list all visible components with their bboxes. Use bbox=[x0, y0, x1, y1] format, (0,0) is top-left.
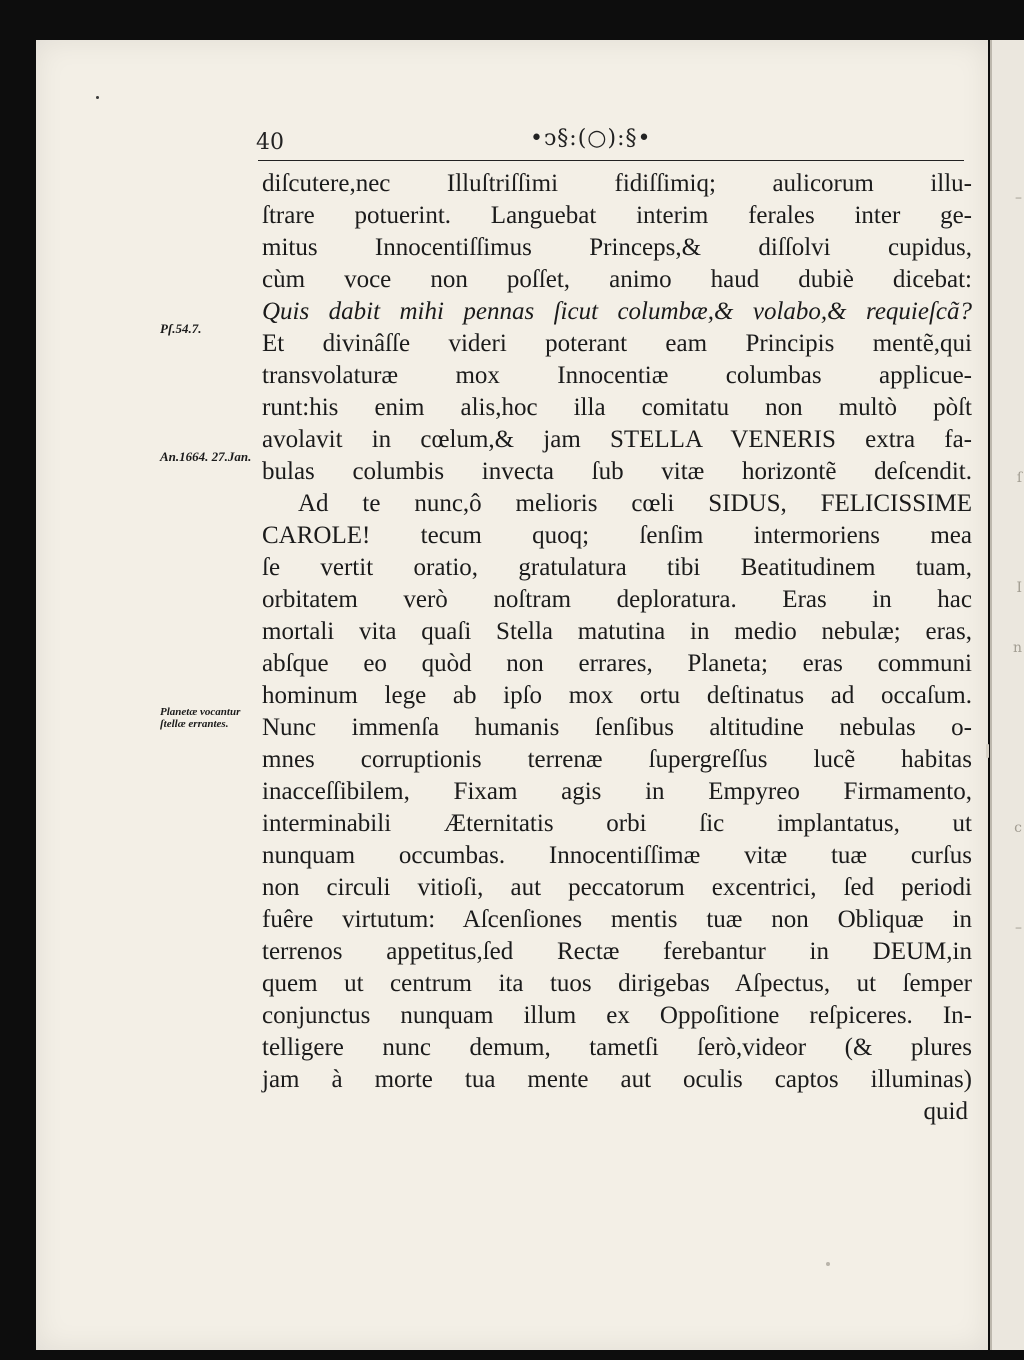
text-line: fuêre virtutum: Aſcenſiones mentis tuæ non Obliquæ in bbox=[262, 906, 972, 933]
text-line-paragraph-start: Ad te nunc,ô melioris cœli SIDUS, FELICISSIME bbox=[298, 490, 972, 517]
page-fold-mark bbox=[986, 744, 989, 758]
text-line-quotation: Quis dabit mihi pennas ſicut columbæ,& volabo,& requieſcã? bbox=[262, 298, 972, 325]
text-line: terrenos appetitus,ſed Rectæ ferebantur in DEUM,in bbox=[262, 938, 972, 965]
text-line: bulas columbis invecta ſub vitæ horizontẽ deſcendit. bbox=[262, 458, 972, 485]
catchword: quid bbox=[923, 1098, 968, 1125]
text-line: orbitatem verò noſtram deploratura. Eras in hac bbox=[262, 586, 972, 613]
text-line: abſque eo quòd non errares, Planeta; eras communi bbox=[262, 650, 972, 677]
bleed-through-mark: n bbox=[1012, 640, 1022, 656]
bleed-through-mark: – bbox=[1015, 920, 1022, 936]
header-ornament: •ↄ§:(○):§• bbox=[530, 126, 652, 151]
text-line: CAROLE! tecum quoq; ſenſim intermoriens mea bbox=[262, 522, 972, 549]
text-line: Nunc immenſa humanis ſenſibus altitudine nebulas o- bbox=[262, 714, 972, 741]
text-line: hominum lege ab ipſo mox ortu deſtinatus ad occaſum. bbox=[262, 682, 972, 709]
text-line: Et divinâſſe videri poterant eam Principis mentẽ,qui bbox=[262, 330, 972, 357]
text-line: conjunctus nunquam illum ex Oppoſitione reſpiceres. In- bbox=[262, 1002, 972, 1029]
text-line: telligere nunc demum, tametſi ſerò,videor (& plures bbox=[262, 1034, 972, 1061]
bleed-through-mark: c bbox=[1014, 820, 1022, 836]
text-line: jam à morte tua mente aut oculis captos illuminas) bbox=[262, 1066, 972, 1093]
text-line: quem ut centrum ita tuos dirigebas Aſpectus, ut ſemper bbox=[262, 970, 972, 997]
body-text bbox=[262, 168, 972, 1128]
text-line: mortali vita quaſi Stella matutina in medio nebulæ; eras, bbox=[262, 618, 972, 645]
page-number: 40 bbox=[256, 130, 284, 155]
text-line: transvolaturæ mox Innocentiæ columbas applicue- bbox=[262, 362, 972, 389]
margin-note-psalm: Pſ.54.7. bbox=[160, 321, 202, 336]
bleed-through-mark: – bbox=[1015, 190, 1022, 206]
text-line: ſtrare potuerint. Languebat interim ferales inter ge- bbox=[262, 202, 972, 229]
text-line: cùm voce non poſſet, animo haud dubiè dicebat: bbox=[262, 266, 972, 293]
margin-note-date: An.1664. 27.Jan. bbox=[160, 449, 252, 464]
paper-speck bbox=[826, 1262, 830, 1266]
text-line: mitus Innocentiſſimus Princeps,& diſſolvi cupidus, bbox=[262, 234, 972, 261]
scan-dust bbox=[96, 96, 99, 99]
text-line: nunquam occumbas. Innocentiſſimæ vitæ tuæ curſus bbox=[262, 842, 972, 869]
text-line: inacceſſibilem, Fixam agis in Empyreo Firmamento, bbox=[262, 778, 972, 805]
text-line: interminabili Æternitatis orbi ſic implantatus, ut bbox=[262, 810, 972, 837]
text-line: diſcutere,nec Illuſtriſſimi fidiſſimiq; aulicorum illu- bbox=[262, 170, 972, 197]
text-line: non circuli vitioſi, aut peccatorum excentrici, ſed periodi bbox=[262, 874, 972, 901]
text-line: runt:his enim alis,hoc illa comitatu non multò pòſt bbox=[262, 394, 972, 421]
bleed-through-mark: ſ bbox=[1016, 470, 1022, 486]
margin-note-planets: Planetæ vocantur ſtellæ errantes. bbox=[160, 706, 241, 730]
header-rule bbox=[258, 160, 964, 161]
text-line: avolavit in cœlum,& jam STELLA VENERIS extra fa- bbox=[262, 426, 972, 453]
text-line: ſe vertit oratio, gratulatura tibi Beatitudinem tuam, bbox=[262, 554, 972, 581]
bleed-through-mark: I bbox=[1016, 580, 1022, 596]
adjacent-page-edge bbox=[990, 40, 1024, 1350]
text-line: mnes corruptionis terrenæ ſupergreſſus lucẽ habitas bbox=[262, 746, 972, 773]
